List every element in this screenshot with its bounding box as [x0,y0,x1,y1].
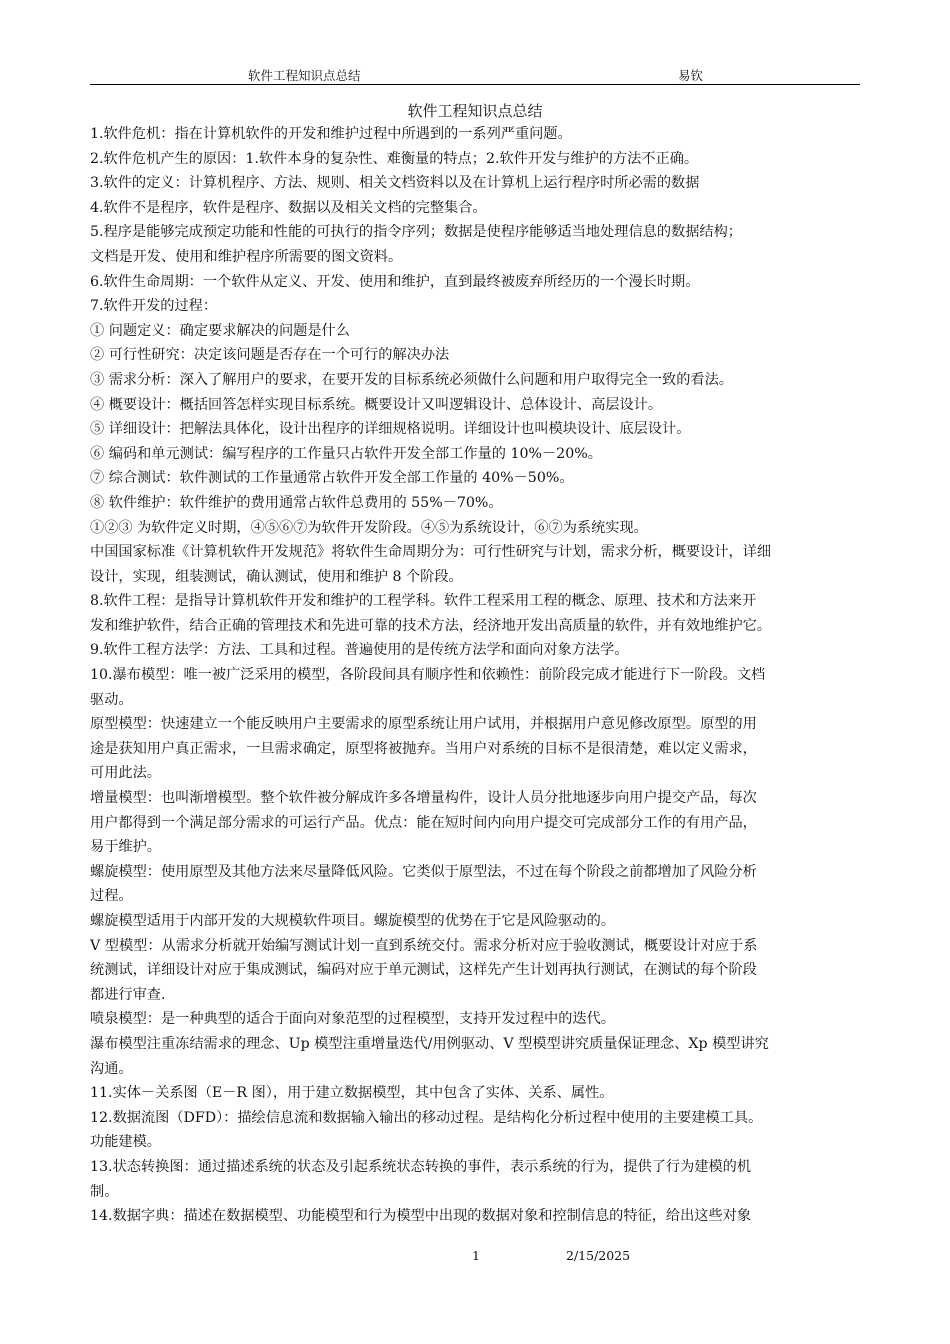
text-line: ①②③ 为软件定义时期，④⑤⑥⑦为软件开发阶段。④⑤为系统设计，⑥⑦为系统实现。 [90,519,648,536]
text-line: 沟通。 [90,1060,133,1077]
text-line: 过程。 [90,888,133,905]
text-line: 1.软件危机：指在计算机软件的开发和维护过程中所遇到的一系列严重问题。 [90,126,572,142]
text-line: 5.程序是能够完成预定功能和性能的可执行的指令序列；数据是使程序能够适当地处理信息的数据结构； [90,224,742,241]
text-line: 统测试，详细设计对应于集成测试，编码对应于单元测试，这样先产生计划再执行测试，在测试的每个阶段 [90,962,757,979]
text-line: 可用此法。 [90,765,161,782]
text-line: 螺旋模型适用于内部开发的大规模软件项目。螺旋模型的优势在于它是风险驱动的。 [90,913,615,929]
text-line: 7.软件开发的过程： [90,298,218,315]
text-line: 9.软件工程方法学：方法、工具和过程。普遍使用的是传统方法学和面向对象方法学。 [90,642,629,659]
text-line: V 型模型：从需求分析就开始编写测试计划一直到系统交付。需求分析对应于验收测试，概要设计对应于系 [90,937,758,954]
text-line: 11.实体－关系图（E－R 图），用于建立数据模型，其中包含了实体、关系、属性。 [90,1085,614,1102]
text-line: ④ 概要设计：概括回答怎样实现目标系统。概要设计又叫逻辑设计、总体设计、高层设计。 [90,396,663,413]
text-line: ② 可行性研究：决定该问题是否存在一个可行的解决办法 [90,347,450,364]
footer-date: 2/15/2025 [566,1248,631,1263]
text-line: 中国国家标准《计算机软件开发规范》将软件生命周期分为：可行性研究与计划，需求分析，概要设计，详细 [90,544,772,561]
text-line: 功能建模。 [90,1134,161,1151]
text-line: 都进行审查. [90,986,166,1003]
text-line: 设计，实现，组装测试，确认测试，使用和维护 8 个阶段。 [90,568,463,585]
text-line: 原型模型：快速建立一个能反映用户主要需求的原型系统让用户试用，并根据用户意见修改原型。原型的用 [90,716,757,733]
text-line: ⑤ 详细设计：把解法具体化，设计出程序的详细规格说明。详细设计也叫模块设计、底层设计。 [90,421,691,438]
text-line: ③ 需求分析：深入了解用户的要求，在要开发的目标系统必须做什么问题和用户取得完全一致的看法。 [90,371,733,388]
header-title: 软件工程知识点总结 [248,68,361,83]
text-line: 发和维护软件，结合正确的管理技术和先进可靠的技术方法，经济地开发出高质量的软件，并有效地维护它。 [90,617,772,634]
text-line: 瀑布模型注重冻结需求的理念、Up 模型注重增量迭代/用例驱动、V 型模型讲究质量保证理念、Xp 模型讲究 [90,1035,769,1052]
text-line: 12.数据流图（DFD）：描绘信息流和数据输入输出的移动过程。是结构化分析过程中使用的主要建模工具。 [90,1109,763,1126]
text-line: 驱动。 [90,691,133,708]
document-body [90,122,862,1229]
text-line: 10.瀑布模型：唯一被广泛采用的模型，各阶段间具有顺序性和依赖性：前阶段完成才能进行下一阶段。文档 [90,667,766,684]
page-number: 1 [472,1248,480,1263]
text-line: 途是获知用户真正需求，一旦需求确定，原型将被抛弃。当用户对系统的目标不是很清楚，难以定义需求， [90,740,757,757]
text-line: 文档是开发、使用和维护程序所需要的图文资料。 [90,248,403,265]
text-line: 4.软件不是程序，软件是程序、数据以及相关文档的完整集合。 [90,199,487,216]
text-line: 增量模型：也叫渐增模型。整个软件被分解成许多各增量构件，设计人员分批地逐步向用户提交产品，每次 [90,790,757,807]
text-line: ⑥ 编码和单元测试：编写程序的工作量只占软件开发全部工作量的 10%－20%。 [90,445,602,462]
text-line: 用户都得到一个满足部分需求的可运行产品。优点：能在短时间内向用户提交可完成部分工作的有用产品， [90,814,757,831]
text-line: 14.数据字典：描述在数据模型、功能模型和行为模型中出现的数据对象和控制信息的特征，给出这些对象 [90,1208,752,1225]
text-line: 螺旋模型：使用原型及其他方法来尽量降低风险。它类似于原型法，不过在每个阶段之前都增加了风险分析 [90,863,757,880]
text-line: 制。 [90,1183,119,1200]
text-line: 2.软件危机产生的原因：1.软件本身的复杂性、难衡量的特点；2.软件开发与维护的方法不正确。 [90,150,699,167]
text-line: 喷泉模型：是一种典型的适合于面向对象范型的过程模型，支持开发过程中的迭代。 [90,1011,615,1028]
text-line: ① 问题定义：确定要求解决的问题是什么 [90,322,350,339]
text-line: ⑧ 软件维护：软件维护的费用通常占软件总费用的 55%－70%。 [90,494,503,511]
text-line: 8.软件工程：是指导计算机软件开发和维护的工程学科。软件工程采用工程的概念、原理、技术和方法来开 [90,593,757,610]
text-line: 13.状态转换图：通过描述系统的状态及引起系统状态转换的事件，表示系统的行为，提供了行为建模的机 [90,1158,752,1175]
document-title: 软件工程知识点总结 [407,102,543,120]
text-line: 易于维护。 [90,839,161,856]
header-author: 易钦 [678,68,704,83]
page-header [90,64,860,85]
text-line: ⑦ 综合测试：软件测试的工作量通常占软件开发全部工作量的 40%－50%。 [90,470,574,487]
text-line: 3.软件的定义：计算机程序、方法、规则、相关文档资料以及在计算机上运行程序时所必需的数据 [90,175,700,192]
text-line: 6.软件生命周期：一个软件从定义、开发、使用和维护，直到最终被废弃所经历的一个漫长时期。 [90,273,700,290]
